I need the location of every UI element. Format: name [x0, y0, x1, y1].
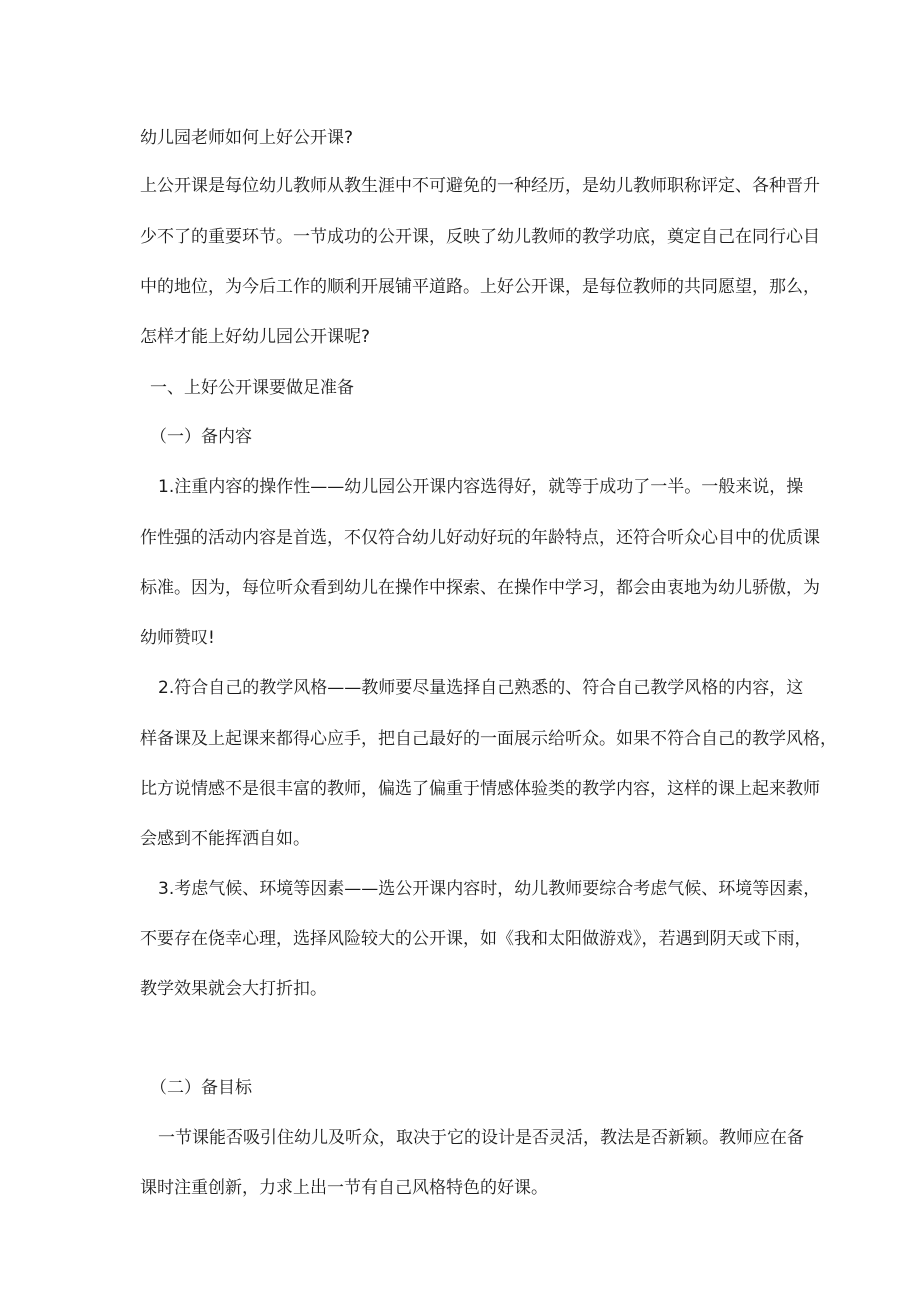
- point-line: 不要存在侥幸心理，选择风险较大的公开课，如《我和太阳做游戏》，若遇到阴天或下雨，: [140, 929, 812, 949]
- point-line: 样备课及上起课来都得心应手，把自己最好的一面展示给听众。如果不符合自己的教学风格，: [140, 729, 837, 749]
- subsection-heading: （二）备目标: [150, 1078, 252, 1098]
- body-line: 课时注重创新，力求上出一节有自己风格特色的好课。: [140, 1178, 548, 1198]
- intro-line: 中的地位，为今后工作的顺利开展铺平道路。上好公开课，是每位教师的共同愿望，那么，: [140, 277, 820, 297]
- intro-line: 上公开课是每位幼儿教师从教生涯中不可避免的一种经历，是幼儿教师职称评定、各种晋升: [140, 176, 820, 196]
- point-line: 幼师赞叹!: [140, 628, 215, 648]
- point-line: 2.符合自己的教学风格——教师要尽量选择自己熟悉的、符合自己教学风格的内容，这: [158, 678, 804, 698]
- document-title: 幼儿园老师如何上好公开课?: [140, 128, 354, 148]
- point-line: 会感到不能挥洒自如。: [140, 829, 310, 849]
- point-line: 比方说情感不是很丰富的教师，偏选了偏重于情感体验类的教学内容，这样的课上起来教师: [140, 779, 820, 799]
- subsection-heading: （一）备内容: [150, 427, 252, 447]
- intro-line: 少不了的重要环节。一节成功的公开课，反映了幼儿教师的教学功底，奠定自己在同行心目: [140, 227, 820, 247]
- intro-line: 怎样才能上好幼儿园公开课呢?: [140, 327, 371, 347]
- point-line: 教学效果就会大打折扣。: [140, 979, 327, 999]
- point-line: 作性强的活动内容是首选，不仅符合幼儿好动好玩的年龄特点，还符合听众心目中的优质课: [140, 528, 820, 548]
- body-line: 一节课能否吸引住幼儿及听众，取决于它的设计是否灵活，教法是否新颖。教师应在备: [158, 1128, 804, 1148]
- point-line: 3.考虑气候、环境等因素——选公开课内容时，幼儿教师要综合考虑气候、环境等因素，: [158, 879, 821, 899]
- point-line: 1.注重内容的操作性——幼儿园公开课内容选得好，就等于成功了一半。一般来说，操: [158, 477, 804, 497]
- section-heading: 一、上好公开课要做足准备: [150, 378, 354, 398]
- point-line: 标准。因为，每位听众看到幼儿在操作中探索、在操作中学习，都会由衷地为幼儿骄傲，为: [140, 578, 820, 598]
